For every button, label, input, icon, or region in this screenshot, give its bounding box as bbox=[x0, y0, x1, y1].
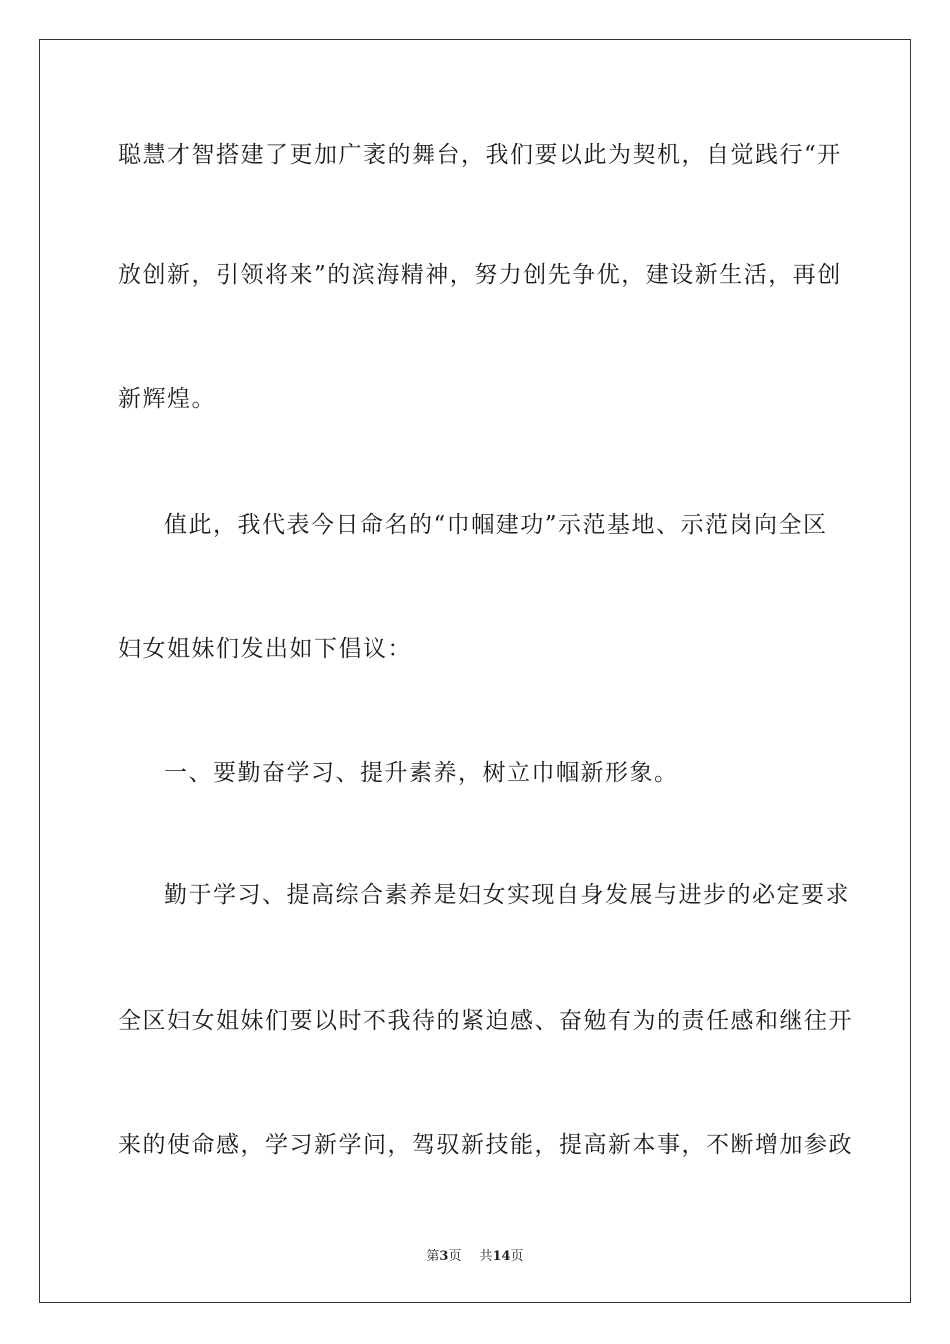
footer-page-suffix: 页 bbox=[448, 1249, 462, 1264]
footer-page-number: 3 bbox=[439, 1249, 449, 1264]
body-line-1: 聪慧才智搭建了更加广袤的舞台，我们要以此为契机，自觉践行“开 bbox=[118, 142, 842, 168]
footer-total-suffix: 页 bbox=[510, 1249, 524, 1264]
section-heading: 一、要勤奋学习、提升素养，树立巾帼新形象。 bbox=[164, 760, 679, 786]
body-line-9: 来的使命感，学习新学问，驾驭新技能，提高新本事，不断增加参政 bbox=[118, 1132, 853, 1158]
body-line-7: 勤于学习、提高综合素养是妇女实现自身发展与进步的必定要求 bbox=[164, 882, 850, 908]
body-line-8: 全区妇女姐妹们要以时不我待的紧迫感、奋勉有为的责任感和继往开 bbox=[118, 1008, 853, 1034]
footer-total-pages: 14 bbox=[492, 1249, 511, 1264]
body-line-3: 新辉煌。 bbox=[118, 386, 216, 412]
page-border bbox=[39, 39, 911, 1303]
footer-total-prefix: 共 bbox=[479, 1249, 493, 1264]
page-footer bbox=[0, 1248, 950, 1266]
body-line-2: 放创新，引领将来”的滨海精神，努力创先争优，建设新生活，再创 bbox=[118, 262, 842, 288]
footer-page-prefix: 第 bbox=[426, 1249, 440, 1264]
body-line-5: 妇女姐妹们发出如下倡议： bbox=[118, 636, 412, 662]
body-line-4: 值此，我代表今日命名的“巾帼建功”示范基地、示范岗向全区 bbox=[164, 512, 828, 538]
